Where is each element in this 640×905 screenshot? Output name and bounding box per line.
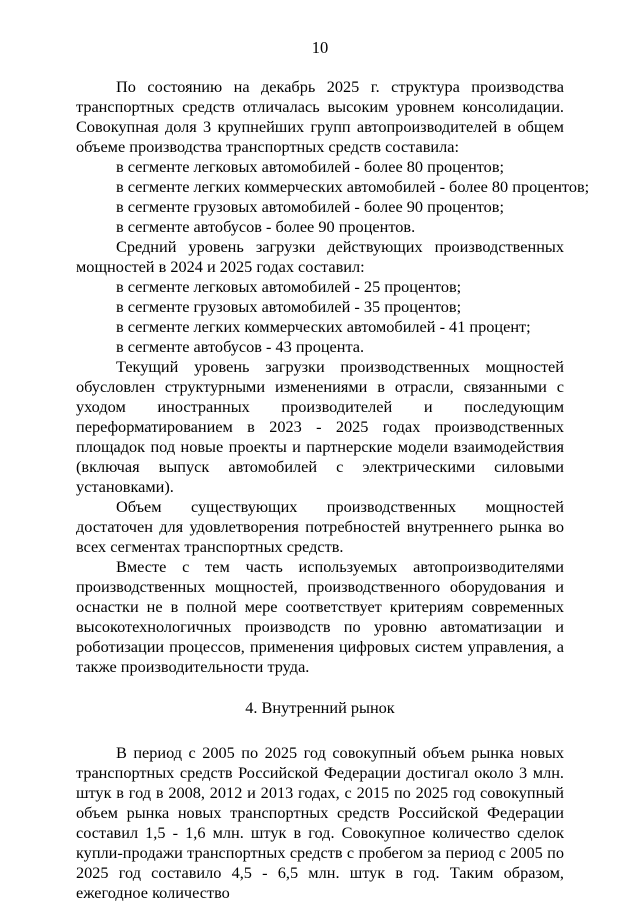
paragraph-market-volume: В период с 2005 по 2025 год совокупный объем рынка новых транспортных средств Российской Федерации достигал около 3 млн. штук в год в 2008, 2012 и 2013 годах, с 2015 по 2025 год совокупный объем рынка новых транспортных средств Российской Федерации составил 1,5 - 1,6 млн. штук в год. Совокупное количество сделок купли-продажи транспортных средств с пробегом за период с 2005 по 2025 год составило 4,5 - 6,5 млн. штук в год. Таким образом, ежегодное количество: [76, 743, 564, 902]
list-item: в сегменте грузовых автомобилей - более 90 процентов;: [116, 197, 504, 216]
paragraph-consolidation: По состоянию на декабрь 2025 г. структура производства транспортных средств отличалась высоким уровнем консолидации. Совокупная доля 3 крупнейших групп автопроизводителей в общем объеме производства транспортных средств составила:: [76, 77, 564, 156]
paragraph-capacity-load: Средний уровень загрузки действующих производственных мощностей в 2024 и 2025 годах составил:: [76, 237, 564, 276]
list-item: в сегменте грузовых автомобилей - 35 процентов;: [116, 297, 462, 316]
page-number: 10: [311, 38, 329, 57]
list-item: в сегменте легковых автомобилей - 25 процентов;: [116, 277, 462, 296]
paragraph-current-load: Текущий уровень загрузки производственных мощностей обусловлен структурными изменениями в отрасли, связанными с уходом иностранных производителей и последующим переформатированием в 2023 - 2025 годах производственных площадок под новые проекты и партнерские модели взаимодействия (включая выпуск автомобилей с электрическими силовыми установками).: [76, 357, 564, 496]
list-item: в сегменте легких коммерческих автомобилей - более 80 процентов;: [116, 177, 590, 196]
list-item: в сегменте легковых автомобилей - более 80 процентов;: [116, 157, 505, 176]
paragraph-technology-gap: Вместе с тем часть используемых автопроизводителями производственных мощностей, производственного оборудования и оснастки не в полной мере соответствует критериям современных высокотехнологичных производств по уровню автоматизации и роботизации процессов, применения цифровых систем управления, а также производительности труда.: [76, 557, 564, 676]
list-item: в сегменте автобусов - 43 процента.: [116, 337, 365, 356]
list-item: в сегменте легких коммерческих автомобилей - 41 процент;: [116, 317, 531, 336]
list-item: в сегменте автобусов - более 90 процентов.: [116, 217, 416, 236]
paragraph-capacity-sufficient: Объем существующих производственных мощностей достаточен для удовлетворения потребностей внутреннего рынка во всех сегментах транспортных средств.: [76, 497, 564, 556]
page-content: [76, 77, 590, 903]
section-heading: 4. Внутренний рынок: [245, 698, 395, 717]
